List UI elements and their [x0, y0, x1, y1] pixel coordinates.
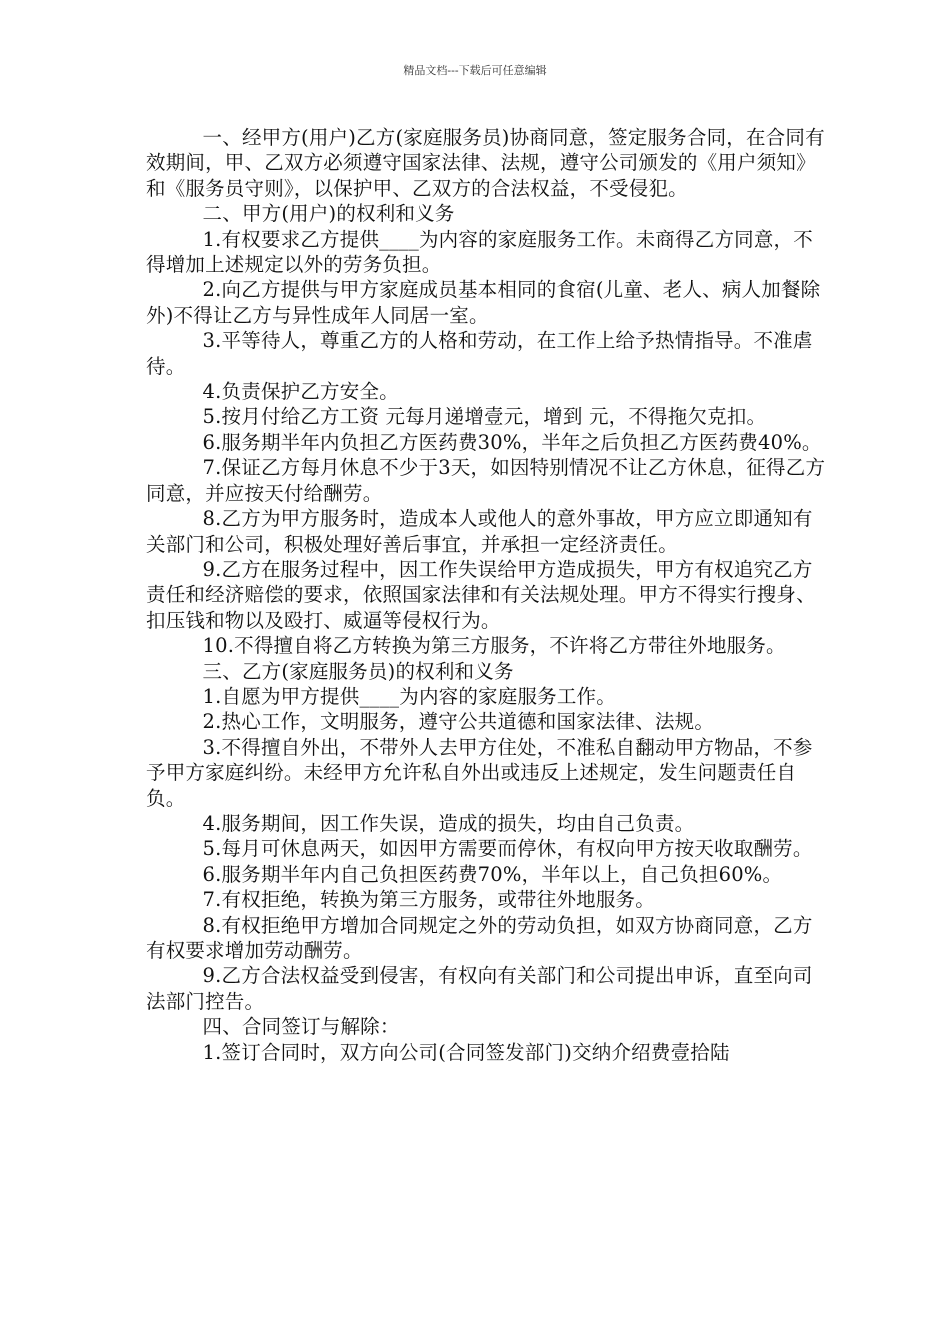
document-body: [146, 125, 826, 1065]
paragraph-intro: 一、经甲方(用户)乙方(家庭服务员)协商同意，签定服务合同，在合同有效期间，甲、乙双方必须遵守国家法律、法规，遵守公司颁发的《用户须知》和《服务员守则》，以保护甲、乙双方的合法权益，不受侵犯。: [146, 126, 825, 200]
party-a-clause-9: 9.乙方在服务过程中，因工作失误给甲方造成损失，甲方有权追究乙方责任和经济赔偿的要求，依照国家法律和有关法规处理。甲方不得实行搜身、扣压钱和物以及殴打、威逼等侵权行为。: [146, 557, 816, 632]
section-heading-signing: 四、合同签订与解除：: [202, 1015, 400, 1039]
party-a-clause-6: 6.服务期半年内负担乙方医药费30%，半年之后负担乙方医药费40%。: [202, 430, 822, 454]
party-a-clause-2: 2.向乙方提供与甲方家庭成员基本相同的食宿(儿童、老人、病人加餐除外)不得让乙方与异性成年人同居一室。: [146, 278, 821, 327]
party-a-clause-4: 4.负责保护乙方安全。: [202, 380, 399, 404]
section-heading-party-b: 三、乙方(家庭服务员)的权利和义务: [202, 659, 514, 683]
party-b-clause-6: 6.服务期半年内自己负担医药费70%，半年以上，自己负担60%。: [202, 862, 783, 886]
party-a-clause-10: 10.不得擅自将乙方转换为第三方服务，不许将乙方带往外地服务。: [202, 634, 786, 658]
party-b-clause-7: 7.有权拒绝，转换为第三方服务，或带往外地服务。: [202, 888, 655, 912]
party-b-clause-5: 5.每月可休息两天，如因甲方需要而停休，有权向甲方按天收取酬劳。: [202, 837, 813, 861]
section-heading-party-a: 二、甲方(用户)的权利和义务: [202, 202, 455, 226]
party-a-clause-8: 8.乙方为甲方服务时，造成本人或他人的意外事故，甲方应立即通知有关部门和公司，积极处理好善后事宜，并承担一定经济责任。: [146, 507, 813, 556]
party-b-clause-4: 4.服务期间，因工作失误，造成的损失，均由自己负责。: [202, 811, 695, 835]
party-b-clause-2: 2.热心工作，文明服务，遵守公共道德和国家法律、法规。: [202, 710, 715, 734]
party-b-clause-1: 1.自愿为甲方提供____为内容的家庭服务工作。: [202, 684, 616, 708]
party-a-clause-3: 3.平等待人，尊重乙方的人格和劳动，在工作上给予热情指导。不准虐待。: [146, 329, 813, 378]
party-a-clause-5: 5.按月付给乙方工资 元每月递增壹元，增到 元，不得拖欠克扣。: [202, 405, 767, 429]
party-a-clause-7: 7.保证乙方每月休息不少于3天，如因特别情况不让乙方休息，征得乙方同意，并应按天付给酬劳。: [146, 456, 826, 505]
party-b-clause-8: 8.有权拒绝甲方增加合同规定之外的劳动负担，如双方协商同意，乙方有权要求增加劳动酬劳。: [146, 913, 813, 962]
page-header: 精品文档---下载后可任意编辑: [403, 64, 547, 77]
party-b-clause-3: 3.不得擅自外出，不带外人去甲方住处，不准私自翻动甲方物品，不参予甲方家庭纠纷。未经甲方允许私自外出或违反上述规定，发生问题责任自负。: [146, 735, 813, 810]
signing-clause-1: 1.签订合同时，双方向公司(合同签发部门)交纳介绍费壹拾陆: [202, 1040, 730, 1064]
party-b-clause-9: 9.乙方合法权益受到侵害，有权向有关部门和公司提出申诉，直至向司法部门控告。: [146, 964, 813, 1013]
party-a-clause-1: 1.有权要求乙方提供____为内容的家庭服务工作。未商得乙方同意，不得增加上述规定以外的劳务负担。: [146, 227, 813, 277]
